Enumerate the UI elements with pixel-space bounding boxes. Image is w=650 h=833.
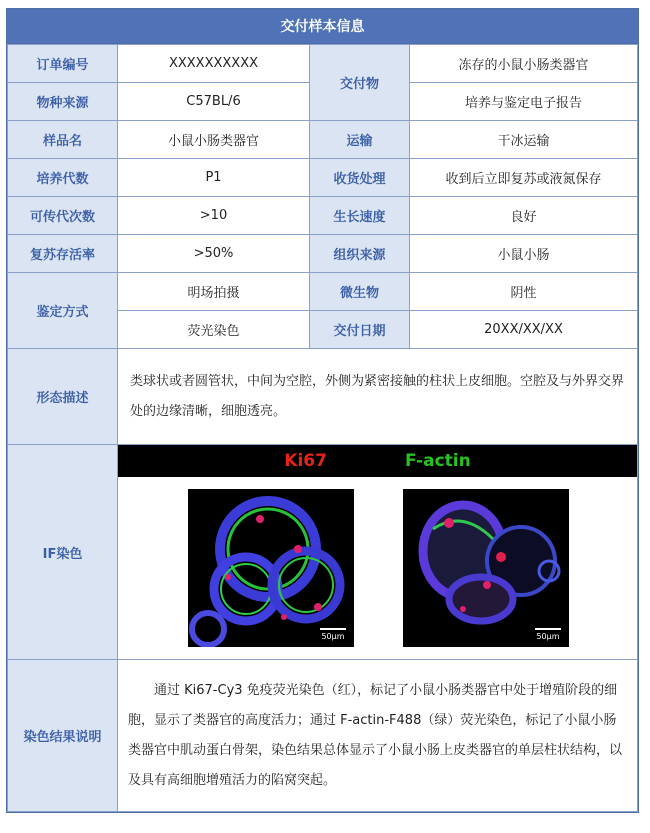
field-label: 生长速度 — [310, 197, 410, 235]
sample-info-sheet — [6, 8, 639, 813]
if-row — [8, 445, 638, 660]
micrograph-left — [188, 489, 354, 647]
table-row — [8, 197, 638, 235]
legend-bar — [118, 445, 637, 477]
field-value: 干冰运输 — [410, 121, 638, 159]
result-row — [8, 660, 638, 812]
field-value: >50% — [118, 235, 310, 273]
field-value: 明场拍摄 — [118, 273, 310, 311]
result-text: 通过 Ki67-Cy3 免疫荧光染色（红），标记了小鼠小肠类器官中处于增殖阶段的细胞，显示了类器官的高度活力；通过 F-actin-F488（绿）荧光染色，标记了小鼠小肠类器官中肌动蛋白骨架，染色结果总体显示了小鼠小肠上皮类器官的单层柱状结构，以及具有高细胞增殖活力的陷窝突起。 — [118, 660, 638, 812]
field-value: XXXXXXXXXX — [118, 45, 310, 83]
field-label: 微生物 — [310, 273, 410, 311]
field-value: 收到后立即复苏或液氮保存 — [410, 159, 638, 197]
scale-bar: 50μm — [320, 628, 346, 641]
field-value: 冻存的小鼠小肠类器官 — [410, 45, 638, 83]
ki67-legend: Ki67 — [284, 451, 327, 471]
organoid-image-left — [188, 489, 354, 647]
organoid-image-right — [403, 489, 569, 647]
field-value: >10 — [118, 197, 310, 235]
result-label: 染色结果说明 — [8, 660, 118, 812]
field-value: 培养与鉴定电子报告 — [410, 83, 638, 121]
field-label: 鉴定方式 — [8, 273, 118, 349]
field-label: 运输 — [310, 121, 410, 159]
field-label: 培养代数 — [8, 159, 118, 197]
scale-bar: 50μm — [535, 628, 561, 641]
field-value: 小鼠小肠类器官 — [118, 121, 310, 159]
morphology-label: 形态描述 — [8, 349, 118, 445]
if-figure — [118, 445, 637, 659]
table-row — [8, 273, 638, 311]
field-value: C57BL/6 — [118, 83, 310, 121]
morphology-row — [8, 349, 638, 445]
field-label: 可传代次数 — [8, 197, 118, 235]
table-row — [8, 121, 638, 159]
field-label: 样品名 — [8, 121, 118, 159]
table-row — [8, 235, 638, 273]
field-value: 良好 — [410, 197, 638, 235]
morphology-text: 类球状或者圆管状，中间为空腔，外侧为紧密接触的柱状上皮细胞。空腔及与外界交界处的边缘清晰，细胞透亮。 — [118, 349, 638, 445]
table-row — [8, 159, 638, 197]
field-label: 订单编号 — [8, 45, 118, 83]
field-label: 物种来源 — [8, 83, 118, 121]
field-value: P1 — [118, 159, 310, 197]
field-value: 20XX/XX/XX — [410, 311, 638, 349]
field-value: 阴性 — [410, 273, 638, 311]
field-label: 组织来源 — [310, 235, 410, 273]
sheet-title: 交付样本信息 — [7, 9, 638, 44]
field-label: 交付日期 — [310, 311, 410, 349]
table-row — [8, 45, 638, 83]
field-label: 收货处理 — [310, 159, 410, 197]
field-value: 荧光染色 — [118, 311, 310, 349]
field-value: 小鼠小肠 — [410, 235, 638, 273]
if-label: IF染色 — [8, 445, 118, 660]
info-table — [7, 44, 638, 812]
field-label: 交付物 — [310, 45, 410, 121]
factin-legend: F-actin — [404, 451, 471, 471]
micrograph-right — [403, 489, 569, 647]
field-label: 复苏存活率 — [8, 235, 118, 273]
